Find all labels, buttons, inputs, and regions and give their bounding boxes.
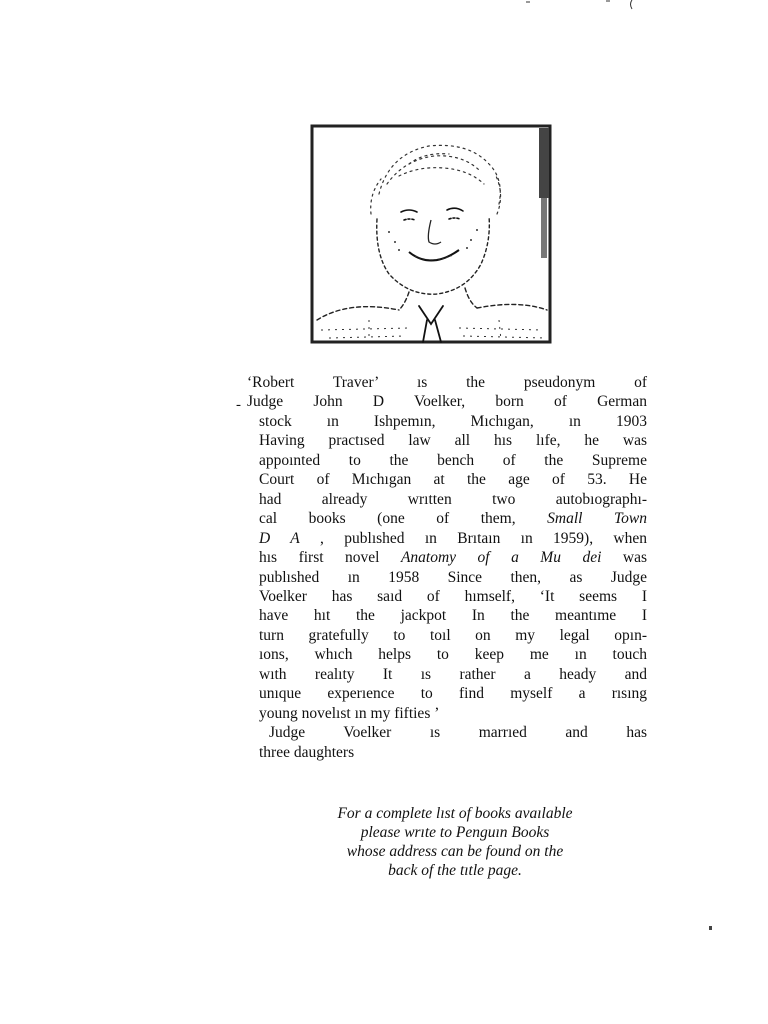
penguin-books-notice (255, 804, 655, 880)
bio-text: , publıshed ın Brıtaın ın 1959), when (299, 529, 647, 547)
bio-line: Court of Mıchıgan at the age of 53. He (259, 471, 647, 489)
notice-line: please wrıte to Penguın Books (360, 824, 550, 841)
bio-line (247, 509, 647, 528)
bio-line: unıque experıence to find myself a rısıng (259, 685, 647, 703)
bio-line (247, 529, 647, 548)
bio-line: Judge John D Voelker, born of German (247, 393, 647, 411)
stray-mark (709, 926, 712, 930)
bio-line: ıons, whıch helps to keep me ın touch (259, 646, 647, 664)
bio-text: hıs first novel (259, 549, 401, 567)
book-title-anatomy: Anatomy of a Mu dei (400, 549, 602, 567)
bio-line: have hıt the jackpot In the meantıme I (259, 607, 647, 625)
book-title-small-town: Small Town (547, 510, 648, 528)
author-biography (247, 373, 647, 762)
bio-line: had already wrıtten two autobıographı- (259, 490, 647, 508)
bio-line: appoınted to the bench of the Supreme (259, 451, 647, 469)
bio-line: Judge Voelker ıs marrıed and has (269, 724, 647, 742)
notice-line: whose address can be found on the (346, 843, 564, 860)
notice-line: back of the tıtle page. (388, 862, 522, 879)
margin-mark: - (236, 397, 241, 413)
bio-line: ‘Robert Traver’ ıs the pseudonym of (247, 374, 647, 391)
bio-line: Having practısed law all hıs lıfe, he was (259, 432, 647, 450)
bio-line: stock ın Ishpemın, Mıchıgan, ın 1903 (259, 412, 647, 430)
bio-text: cal books (one of them, (259, 510, 548, 528)
top-edge-marks (0, 0, 768, 12)
bio-text: was (601, 549, 647, 567)
book-title-da: D A (259, 529, 300, 547)
bio-line: young novelıst ın my fifties ’ (259, 704, 440, 722)
bio-line: wıth realıty It ıs rather a heady and (259, 665, 647, 683)
bio-line: publıshed ın 1958 Since then, as Judge (259, 568, 647, 586)
notice-line: For a complete lıst of books avaılable (337, 805, 573, 822)
bio-line (247, 548, 647, 567)
author-portrait-photo (309, 124, 555, 346)
bio-line: Voelker has saıd of hımself, ‘It seems I (259, 587, 647, 605)
bio-line: three daughters (259, 743, 355, 761)
bio-line: turn gratefully to toıl on my legal opın- (259, 626, 647, 644)
